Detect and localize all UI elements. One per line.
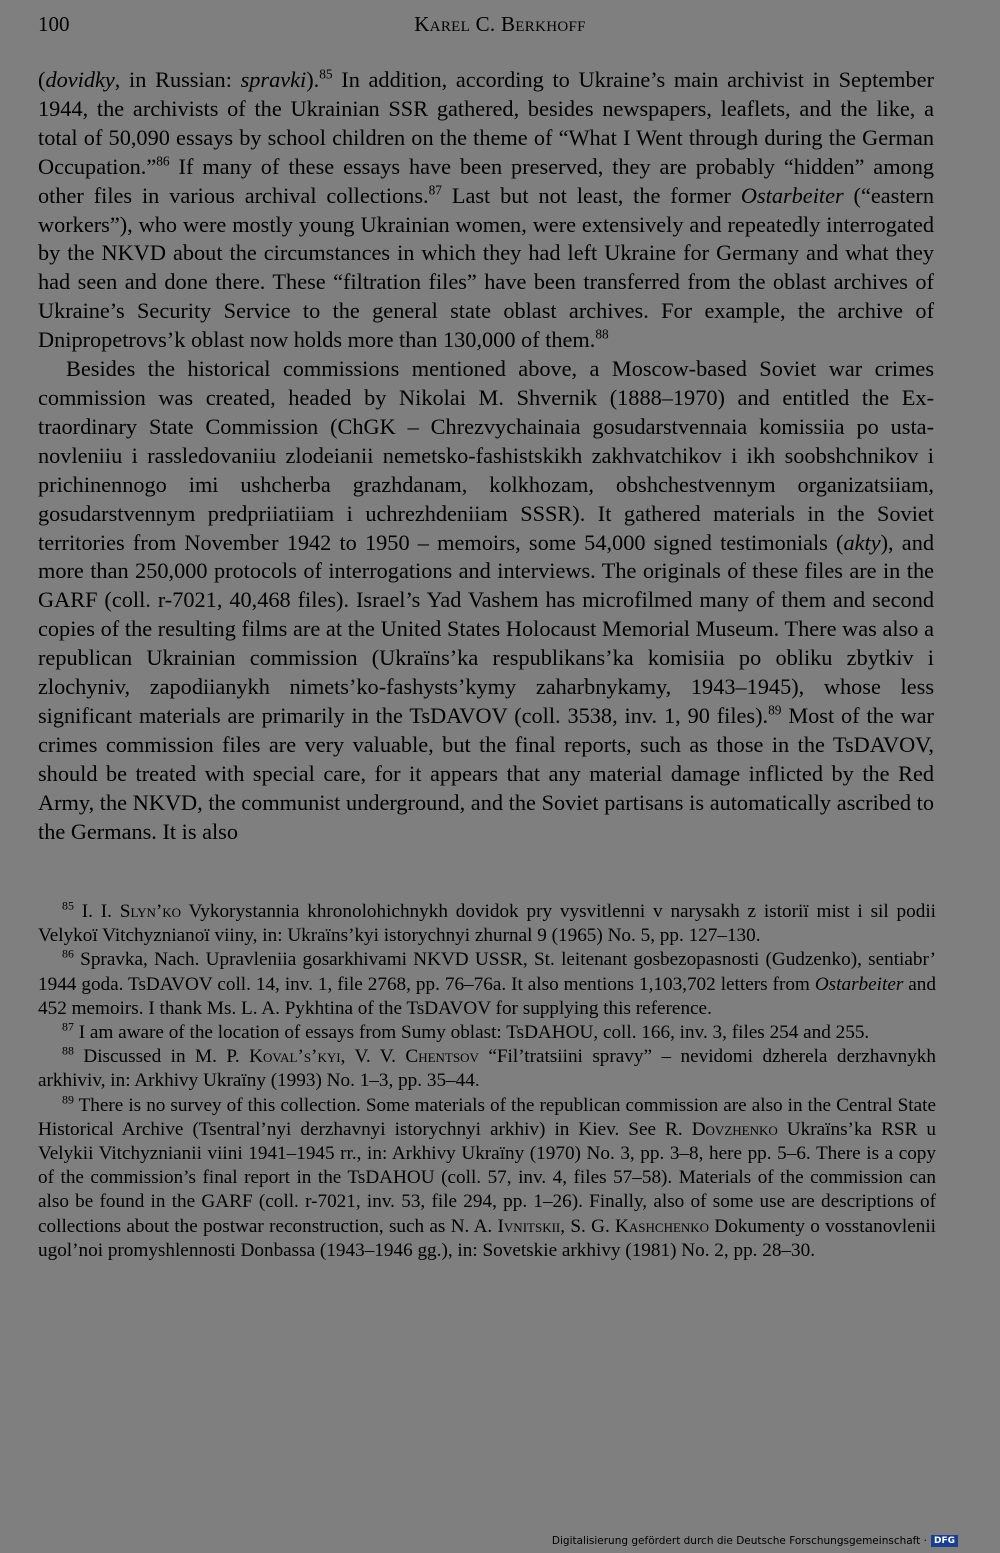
footnote-ref-89[interactable]: 89: [768, 702, 782, 718]
text-run: Most of the war crimes commission files are very valuable, but the final reports, such as those in the TsDAVOV, should be treated with special care, for it appears that any material damage inflicted by the Red Army, the NKVD, the communist underground, and the Soviet partisans is automatically ascribed to the Germans. It is also: [38, 702, 934, 844]
footnote-text: Dokumenty o vosstanovlenii ugol’noi promyshlennosti Donbassa (1943–1946 gg.), in: Sovetskie arkhivy (1981) No. 2, pp. 28–30.: [38, 1215, 936, 1261]
text-run: ), and more than 250,000 protocols of interrogations and interviews. The originals of these files are in the GARF (coll. r-7021, 40,468 files). Israel’s Yad Vashem has microfilmed many of them and second copies of the resulting films are at the United States Holocaust Memorial Museum. There was also a republican Ukrainian commission (Ukraïns’ka respublikans’ka komisiia po obliku zbytkiv i zlochyniv, zapodiianykh nimets’ko-fashysts’kymy zaharbnykamy, 1943–1945), whose less significant materials are primarily in the TsDAVOV (coll. 3538, inv. 1, 90 files).: [38, 529, 934, 728]
footnote-85: [38, 900, 936, 948]
text-run: (“eastern workers”), who were mostly young Ukrainian women, were extensively and repeatedly interrogated by the NKVD about the circumstances in which they had left Ukraine for Germany and what they had seen and done there. These “filtration files” have been transferred from the oblast archives of Ukraine’s Security Service to the general state oblast archives. For example, the archive of Dnipropetrovs’k oblast now holds more than 130,000 of them.: [38, 182, 934, 353]
footnote-number: 86: [62, 947, 74, 962]
digitization-credit: [552, 1535, 958, 1547]
author-name: Kashchenko: [615, 1215, 710, 1237]
footnotes: [38, 900, 936, 1263]
author-name: Dovzhenko: [691, 1118, 778, 1140]
footnote-ref-86[interactable]: 86: [156, 153, 170, 169]
footnote-86: [38, 948, 936, 1021]
dfg-logo: DFG: [931, 1535, 958, 1547]
paragraph-2: [38, 355, 934, 846]
text-run: Last but not least, the former: [441, 182, 741, 208]
author-name: I. I. Slyn’ko: [81, 901, 182, 922]
footnote-87: [38, 1021, 936, 1045]
footnote-text: , V. V.: [340, 1046, 406, 1068]
footnote-number: 88: [62, 1043, 74, 1058]
running-head: Karel C. Berkhoff: [414, 12, 586, 36]
footnote-text: Discussed in M. P.: [73, 1046, 250, 1068]
text-run: Besides the historical commissions mentioned above, a Moscow-based Soviet war crimes commission was created, headed by Nikolai M. Shvernik (1888–1970) and entitled the Extraordinary State Commission (ChGK – Chrezvychainaia gosudarstvennaia komissiia po ustanovleniiu i rassledovaniiu zlodeianii nemetsko-fashistskikh zakhvatchikov i ikh soobshchnikov i prichinennogo imi ushcherba grazhdanam, kolkhozam, obshchestvennym organizatsiiam, gosudarstvennym predpriiatiiam i uchrezhdeniiam SSSR). It gathered materials in the Soviet territories from November 1942 to 1950 – memoirs, some 54,000 signed testimonials (: [38, 356, 934, 555]
italic-term: akty: [843, 529, 881, 555]
text-run: In addition, according to Ukraine’s main archivist in September 1944, the archivists of the Ukrainian SSR gathered, besides newspapers, leaflets, and the like, a total of 50,090 essays by school children on the theme of “What I Went through during the German Occupation.”: [38, 67, 934, 179]
footnote-ref-85[interactable]: 85: [319, 66, 333, 82]
footnote-text: Ukraïns’ka RSR u Velykii Vitchyznianii viini 1941–1945 rr., in: Arkhivy Ukraïny (1970) No. 3, pp. 3–8, here pp. 5–6. There is a copy of the commission’s final report in the TsDAHOU (coll. 57, inv. 4, files 57–58). Materials of the commission can also be found in the GARF (coll. r-7021, inv. 53, file 294, pp. 1–26). Finally, also of some use are descriptions of collections about the postwar reconstruction, such as N. A.: [38, 1118, 936, 1237]
italic-term: dovidky: [45, 67, 115, 92]
footnote-88: [38, 1045, 936, 1093]
footnote-text: There is no survey of this collection. Some materials of the republican commission are also in the Central State Historical Archive (Tsentral’nyi derzhavnyi istorychnyi arkhiv) in Kiev. See R.: [38, 1094, 936, 1140]
footnote-number: 87: [62, 1019, 74, 1034]
author-name: Chentsov: [405, 1046, 479, 1068]
text-run: If many of these essays have been preserved, they are probably “hidden” among other files in various archival collections.: [38, 153, 934, 208]
footnote-ref-87[interactable]: 87: [428, 182, 442, 198]
text-run: , in Russian:: [114, 67, 241, 92]
italic-term: Ostarbeiter: [814, 973, 904, 995]
page-header: [38, 12, 962, 40]
credit-text: Digitalisierung gefördert durch die Deutsche Forschungsgemeinschaft ·: [551, 1535, 927, 1547]
footnote-89: [38, 1094, 936, 1263]
italic-term: spravki: [240, 67, 307, 92]
page-number: 100: [38, 12, 70, 36]
author-name: Koval’s’kyi: [249, 1046, 341, 1068]
footnote-text: “Fil’tratsiini spravy” – nevidomi dzherela derzhavnykh arkhiviv, in: Arkhivy Ukraïny (1993) No. 1–3, pp. 35–44.: [38, 1046, 936, 1092]
footnote-text: I am aware of the location of essays from Sumy oblast: TsDAHOU, coll. 166, inv. 3, files 254 and 255.: [73, 1022, 870, 1044]
footnote-text: Spravka, Nach. Upravleniia gosarkhivami NKVD USSR, St. leitenant gosbezopasnosti (Gudzenko), sentiabr’ 1944 goda. TsDAVOV coll. 14, inv. 1, file 2768, pp. 76–76a. It also mentions 1,103,702 letters from: [38, 949, 936, 995]
author-name: Ivnitskii: [497, 1215, 561, 1237]
paragraph-1: [38, 66, 934, 355]
footnote-number: 89: [62, 1092, 74, 1107]
main-text: [38, 66, 934, 846]
footnote-ref-88[interactable]: 88: [595, 326, 609, 342]
footnote-number: 85: [62, 898, 74, 913]
footnote-text: , S. G.: [560, 1215, 616, 1237]
text-run: (: [38, 67, 46, 92]
italic-term: Ostarbeiter: [740, 182, 844, 208]
footnote-text: Vykorystannia khronolohichnykh dovidok pry vysvitlenni v narysakh z istoriï mist i sil podii Velykoï Vitchyznianoï viiny, in: Ukraïns’kyi istorychnyi zhurnal 9 (1965) No. 5, pp. 127–130.: [38, 901, 936, 947]
text-run: ).: [306, 67, 320, 92]
footnote-text: and 452 memoirs. I thank Ms. L. A. Pykhtina of the TsDAVOV for supplying this reference.: [38, 973, 936, 1019]
